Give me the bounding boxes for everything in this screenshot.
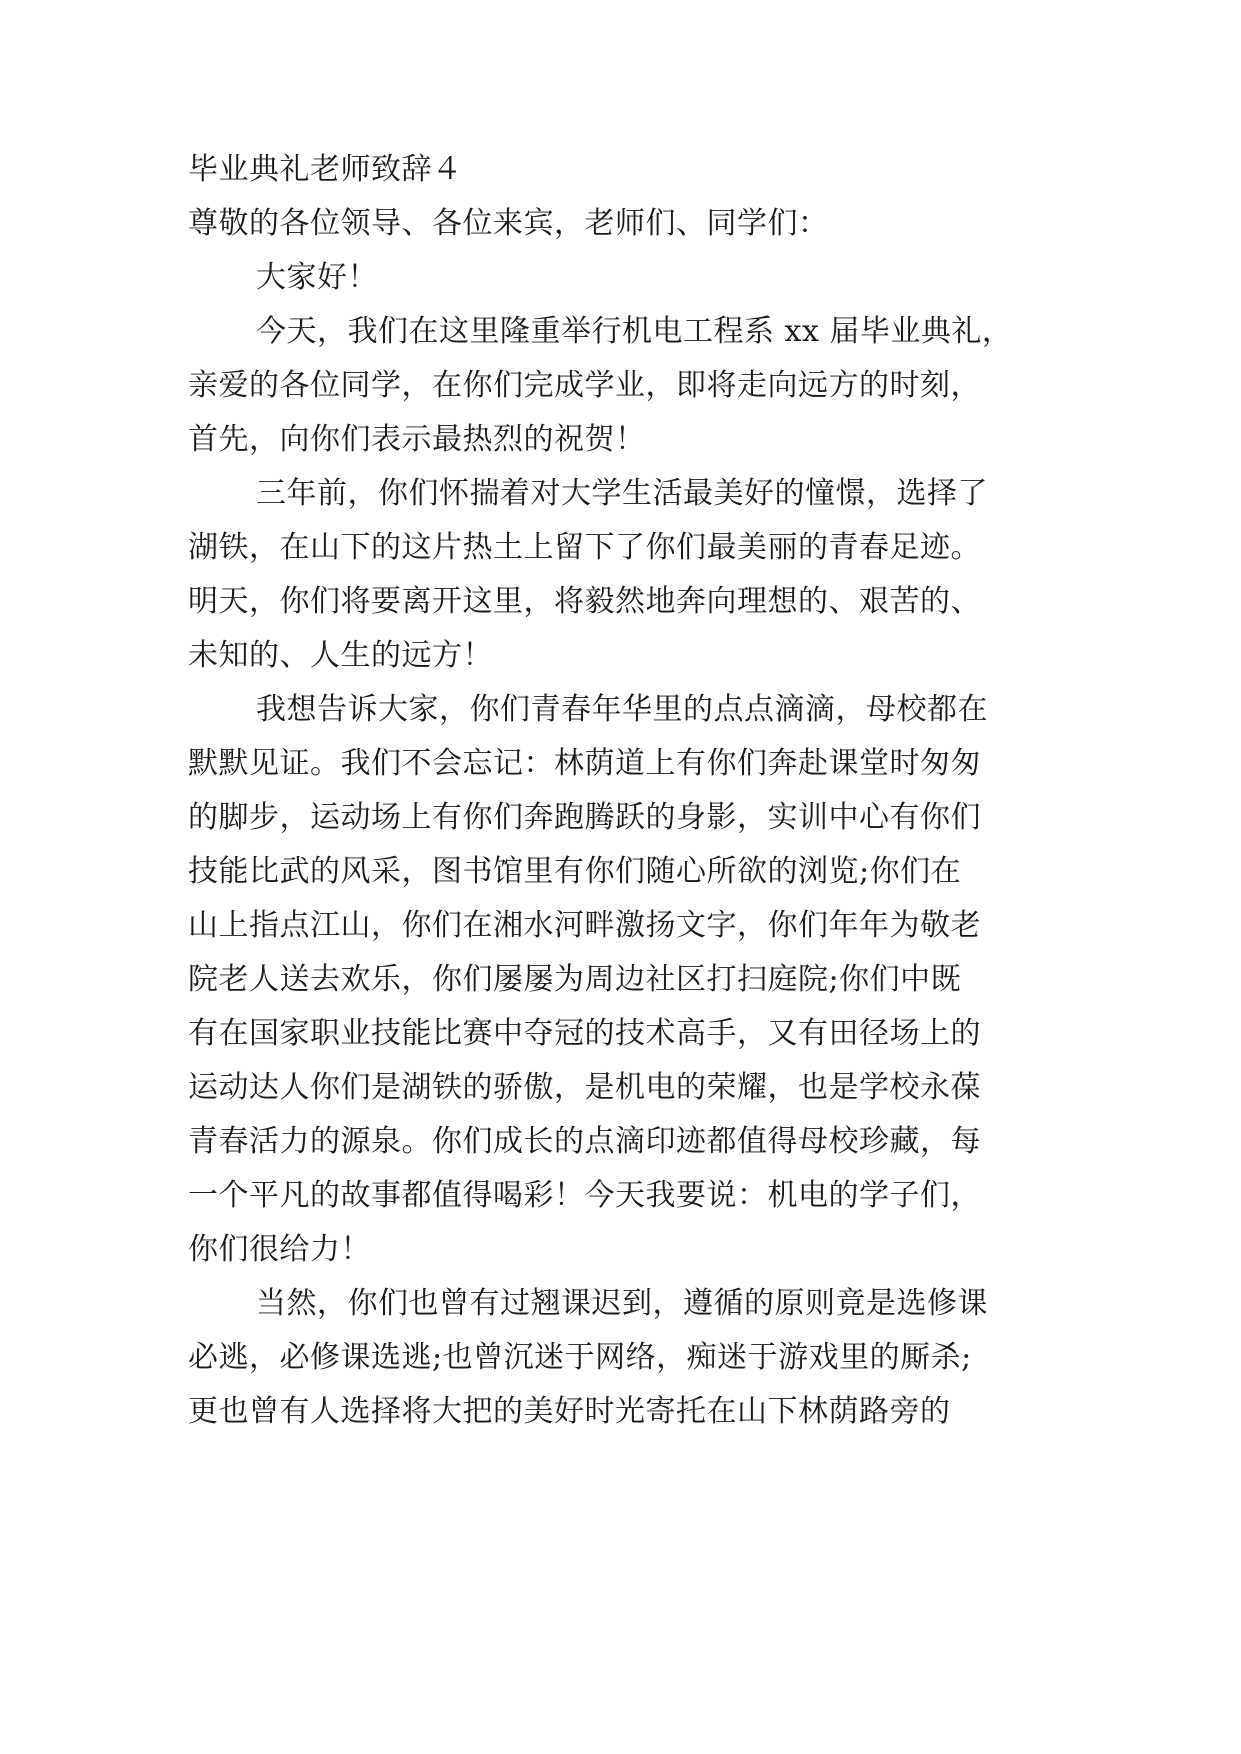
paragraph-3-line-10: 一个平凡的故事都值得喝彩！今天我要说：机电的学子们， bbox=[188, 1178, 981, 1213]
greeting-line: 大家好！ bbox=[256, 260, 378, 295]
paragraph-2-line-4: 未知的、人生的远方！ bbox=[188, 638, 493, 673]
paragraph-4-line-3: 更也曾有人选择将大把的美好时光寄托在山下林荫路旁的 bbox=[188, 1394, 951, 1429]
paragraph-1-line-2: 亲爱的各位同学，在你们完成学业，即将走向远方的时刻， bbox=[188, 368, 981, 403]
paragraph-3-line-4: 技能比武的风采，图书馆里有你们随心所欲的浏览;你们在 bbox=[188, 854, 962, 889]
paragraph-4-line-2: 必逃，必修课选逃;也曾沉迷于网络，痴迷于游戏里的厮杀; bbox=[188, 1340, 972, 1375]
paragraph-1-line-3: 首先，向你们表示最热烈的祝贺！ bbox=[188, 422, 646, 457]
salutation-line: 尊敬的各位领导、各位来宾，老师们、同学们： bbox=[188, 206, 829, 241]
paragraph-3-line-8: 运动达人你们是湖铁的骄傲，是机电的荣耀，也是学校永葆 bbox=[188, 1070, 981, 1105]
paragraph-3-line-11: 你们很给力！ bbox=[188, 1232, 371, 1267]
paragraph-3-line-7: 有在国家职业技能比赛中夺冠的技术高手，又有田径场上的 bbox=[188, 1016, 981, 1051]
paragraph-3-line-6: 院老人送去欢乐，你们屡屡为周边社区打扫庭院;你们中既 bbox=[188, 962, 962, 997]
paragraph-1-line-1: 今天，我们在这里隆重举行机电工程系 xx 届毕业典礼， bbox=[256, 314, 1013, 349]
paragraph-3-line-1: 我想告诉大家，你们青春年华里的点点滴滴，母校都在 bbox=[256, 692, 988, 727]
paragraph-4-line-1: 当然，你们也曾有过翘课迟到，遵循的原则竟是选修课 bbox=[256, 1286, 988, 1321]
paragraph-3-line-2: 默默见证。我们不会忘记：林荫道上有你们奔赴课堂时匆匆 bbox=[188, 746, 981, 781]
paragraph-3-line-3: 的脚步，运动场上有你们奔跑腾跃的身影，实训中心有你们 bbox=[188, 800, 981, 835]
document-title: 毕业典礼老师致辞４ bbox=[188, 152, 463, 187]
paragraph-2-line-3: 明天，你们将要离开这里，将毅然地奔向理想的、艰苦的、 bbox=[188, 584, 981, 619]
paragraph-3-line-9: 青春活力的源泉。你们成长的点滴印迹都值得母校珍藏，每 bbox=[188, 1124, 981, 1159]
paragraph-3-line-5: 山上指点江山，你们在湘水河畔激扬文字，你们年年为敬老 bbox=[188, 908, 981, 943]
paragraph-2-line-2: 湖铁，在山下的这片热土上留下了你们最美丽的青春足迹。 bbox=[188, 530, 981, 565]
paragraph-2-line-1: 三年前，你们怀揣着对大学生活最美好的憧憬，选择了 bbox=[256, 476, 988, 511]
